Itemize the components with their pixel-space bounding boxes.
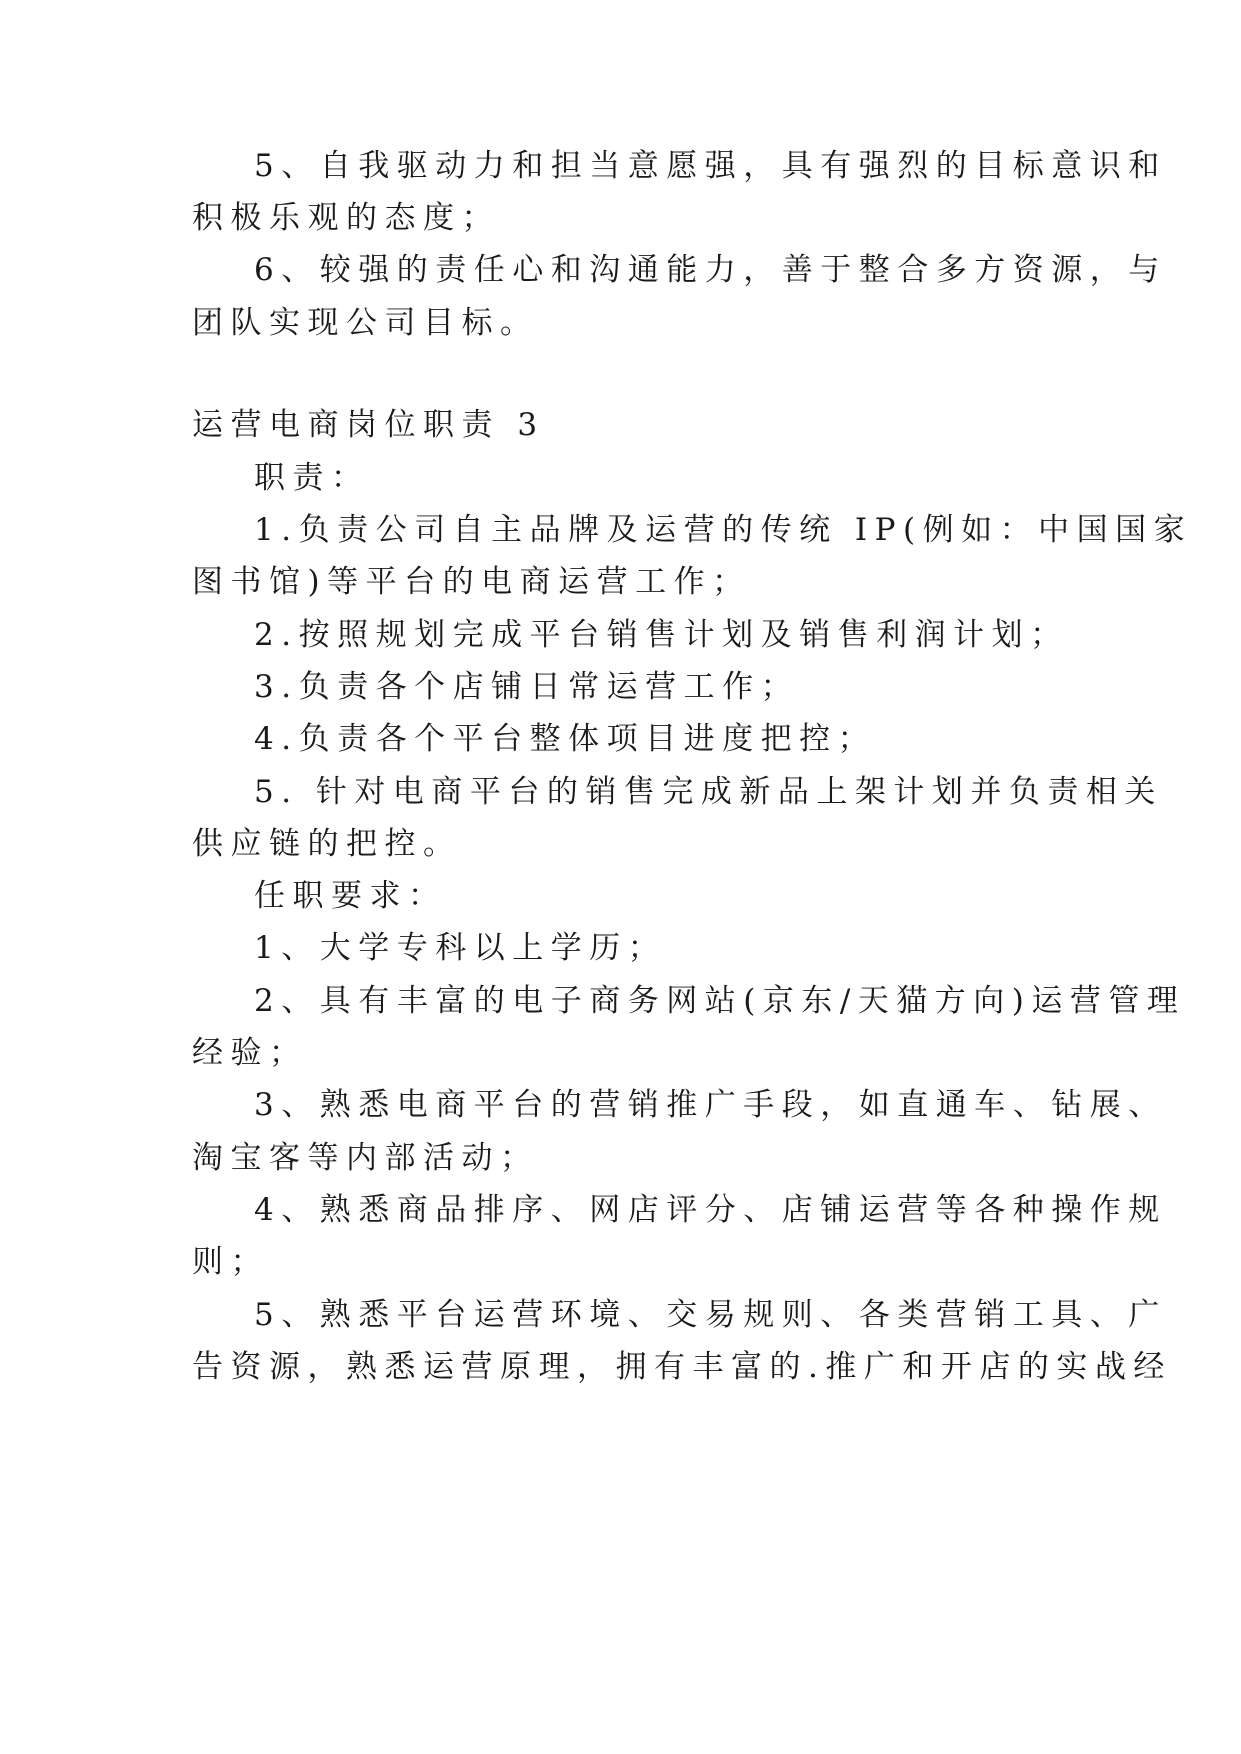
req-1: 1、大学专科以上学历；	[254, 930, 667, 966]
duty-4: 4.负责各个平台整体项目进度把控；	[254, 721, 877, 757]
duties-label: 职责：	[254, 460, 370, 496]
req-3-line-2: 淘宝客等内部活动；	[192, 1140, 539, 1176]
req-2-line-1: 2、具有丰富的电子商务网站(京东/天猫方向)运营管理	[254, 983, 1186, 1019]
req-3-line-1: 3、熟悉电商平台的营销推广手段，如直通车、钻展、	[254, 1087, 1167, 1123]
duty-1-line-2: 图书馆)等平台的电商运营工作；	[192, 564, 751, 600]
req-4-line-2: 则；	[192, 1244, 269, 1280]
req-5-line-2: 告资源，熟悉运营原理，拥有丰富的.推广和开店的实战经	[192, 1349, 1172, 1385]
duty-5-line-1: 5. 针对电商平台的销售完成新品上架计划并负责相关	[254, 774, 1163, 810]
req-2-line-2: 经验；	[192, 1035, 308, 1071]
duty-1-line-1: 1.负责公司自主品牌及运营的传统 IP(例如：中国国家	[254, 512, 1193, 548]
requirement-6-line-1: 6、较强的责任心和沟通能力，善于整合多方资源，与	[254, 252, 1167, 288]
requirement-6-line-2: 团队实现公司目标。	[192, 305, 539, 341]
requirement-5-line-2: 积极乐观的态度；	[192, 200, 500, 236]
duty-3: 3.负责各个店铺日常运营工作；	[254, 669, 800, 705]
requirement-5-line-1: 5、自我驱动力和担当意愿强，具有强烈的目标意识和	[254, 148, 1167, 184]
req-5-line-1: 5、熟悉平台运营环境、交易规则、各类营销工具、广	[254, 1297, 1167, 1333]
requirements-label: 任职要求：	[254, 878, 447, 914]
section-heading: 运营电商岗位职责 3	[192, 407, 545, 443]
req-4-line-1: 4、熟悉商品排序、网店评分、店铺运营等各种操作规	[254, 1192, 1167, 1228]
duty-2: 2.按照规划完成平台销售计划及销售利润计划；	[254, 617, 1069, 653]
duty-5-line-2: 供应链的把控。	[192, 826, 462, 862]
